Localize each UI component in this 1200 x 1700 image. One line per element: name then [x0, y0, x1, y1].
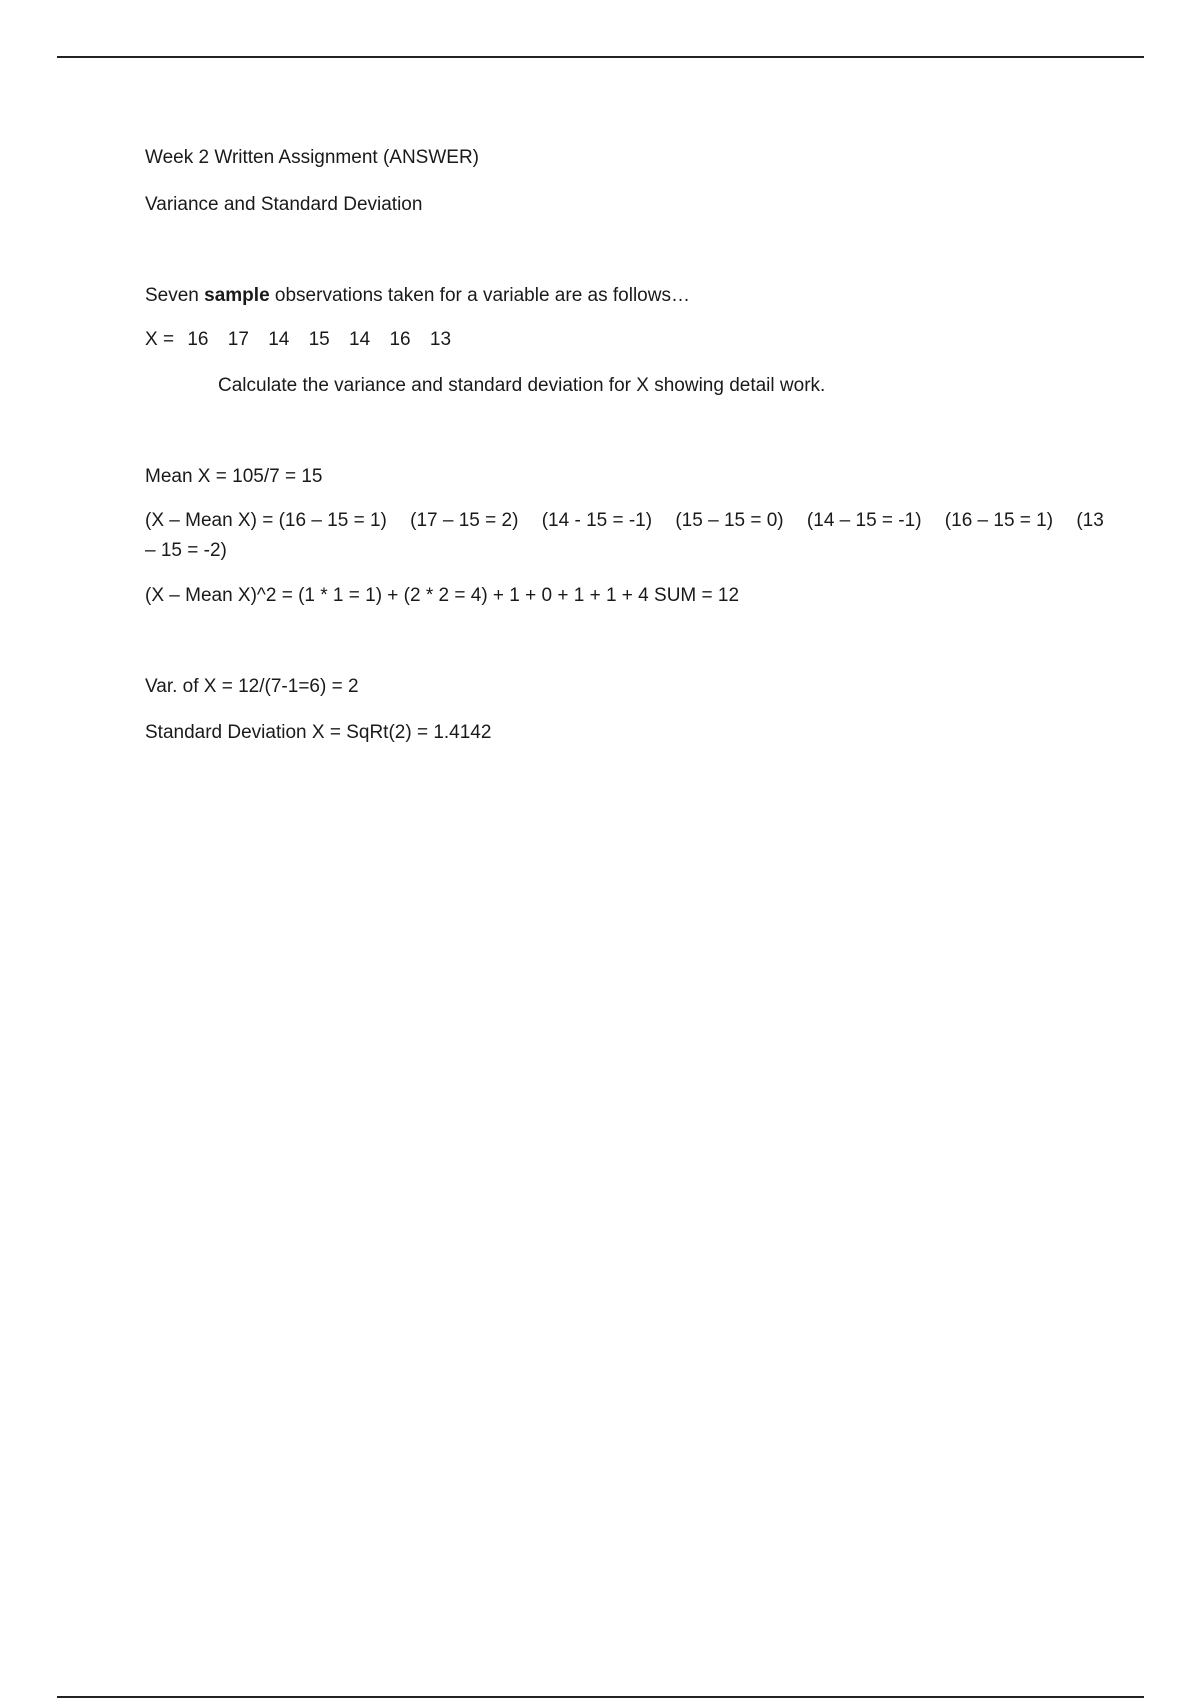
footer-rule: [57, 1696, 1144, 1698]
intro-sentence: [145, 281, 690, 311]
deviation-prefix: (X – Mean X) =: [145, 510, 274, 531]
data-value: 14: [268, 329, 290, 350]
data-value: 15: [308, 329, 330, 350]
deviation-term: (16 – 15 = 1): [278, 510, 387, 531]
deviation-term: (14 – 15 = -1): [806, 510, 922, 531]
data-value: 14: [349, 329, 371, 350]
deviation-term: (14 - 15 = -1): [541, 510, 653, 531]
std-deviation-line: Standard Deviation X = SqRt(2) = 1.4142: [145, 722, 492, 743]
deviation-term: (17 – 15 = 2): [410, 510, 519, 531]
header-rule: [57, 56, 1144, 58]
intro-after: observations taken for a variable are as follows…: [269, 285, 690, 306]
squares-line: (X – Mean X)^2 = (1 * 1 = 1) + (2 * 2 = 4) + 1 + 0 + 1 + 1 + 4 SUM = 12: [145, 585, 740, 606]
data-label: X =: [145, 329, 175, 350]
mean-line: Mean X = 105/7 = 15: [145, 466, 323, 487]
intro-emphasis: sample: [204, 285, 270, 306]
deviation-term: (15 – 15 = 0): [675, 510, 784, 531]
deviation-term: (13 – 15 = -2): [145, 510, 1104, 561]
deviation-term: (16 – 15 = 1): [944, 510, 1054, 531]
data-value: 13: [429, 329, 452, 350]
variance-line: Var. of X = 12/(7-1=6) = 2: [145, 676, 359, 697]
data-values-row: [145, 325, 465, 355]
document-title: Week 2 Written Assignment (ANSWER): [145, 147, 480, 168]
data-value: 16: [389, 329, 411, 350]
instruction-text: Calculate the variance and standard deviation for X showing detail work.: [218, 375, 826, 396]
document-subtitle: Variance and Standard Deviation: [145, 194, 423, 215]
data-value: 16: [187, 329, 209, 350]
data-value: 17: [227, 329, 249, 350]
deviation-line: [145, 506, 1105, 566]
intro-before: Seven: [145, 285, 205, 306]
